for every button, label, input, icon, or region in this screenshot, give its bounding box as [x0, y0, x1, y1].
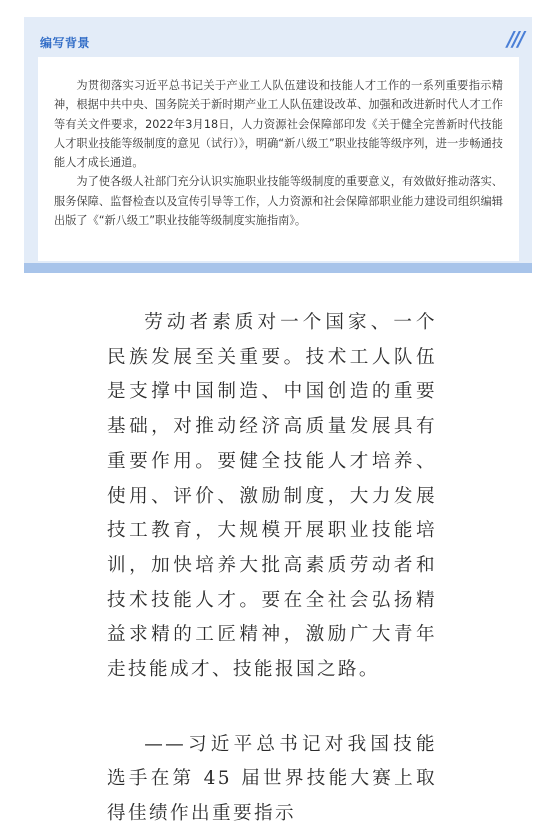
background-card — [24, 17, 532, 268]
card-body — [38, 57, 519, 261]
card-title: 编写背景 — [40, 36, 91, 50]
book-excerpt — [107, 306, 437, 832]
excerpt-quote: 劳动者素质对一个国家、一个民族发展至关重要。技术工人队伍是支撑中国制造、中国创造的重要基础，对推动经济高质量发展具有重要作用。要健全技能人才培养、使用、评价、激励制度，大力发展技工教育，大规模开展职业技能培训，加快培养大批高素质劳动者和技术技能人才。要在全社会弘扬精益求精的工匠精神，激励广大青年走技能成才、技能报国之路。 — [107, 312, 437, 681]
triple-slash-icon: /// — [507, 27, 523, 51]
background-paragraph-1: 为贯彻落实习近平总书记关于产业工人队伍建设和技能人才工作的一系列重要指示精神，根据中共中央、国务院关于新时期产业工人队伍建设改革、加强和改进新时代人才工作等有关文件要求，2022年3月18日，人力资源社会保障部印发《关于健全完善新时代技能人才职业技能等级制度的意见（试行）》，明确“新八级工”职业技能等级序列，进一步畅通技能人才成长通道。 — [54, 79, 503, 170]
card-bottom-bar — [24, 263, 532, 273]
background-paragraph-2: 为了使各级人社部门充分认识实施职业技能等级制度的重要意义，有效做好推动落实、服务保障、监督检查以及宣传引导等工作，人力资源和社会保障部职业能力建设司组织编辑出版了《“新八级工”职业技能等级制度实施指南》。 — [54, 175, 503, 228]
excerpt-source: ——习近平总书记对我国技能选手在第 45 届世界技能大赛上取得佳绩作出重要指示 — [107, 733, 437, 825]
